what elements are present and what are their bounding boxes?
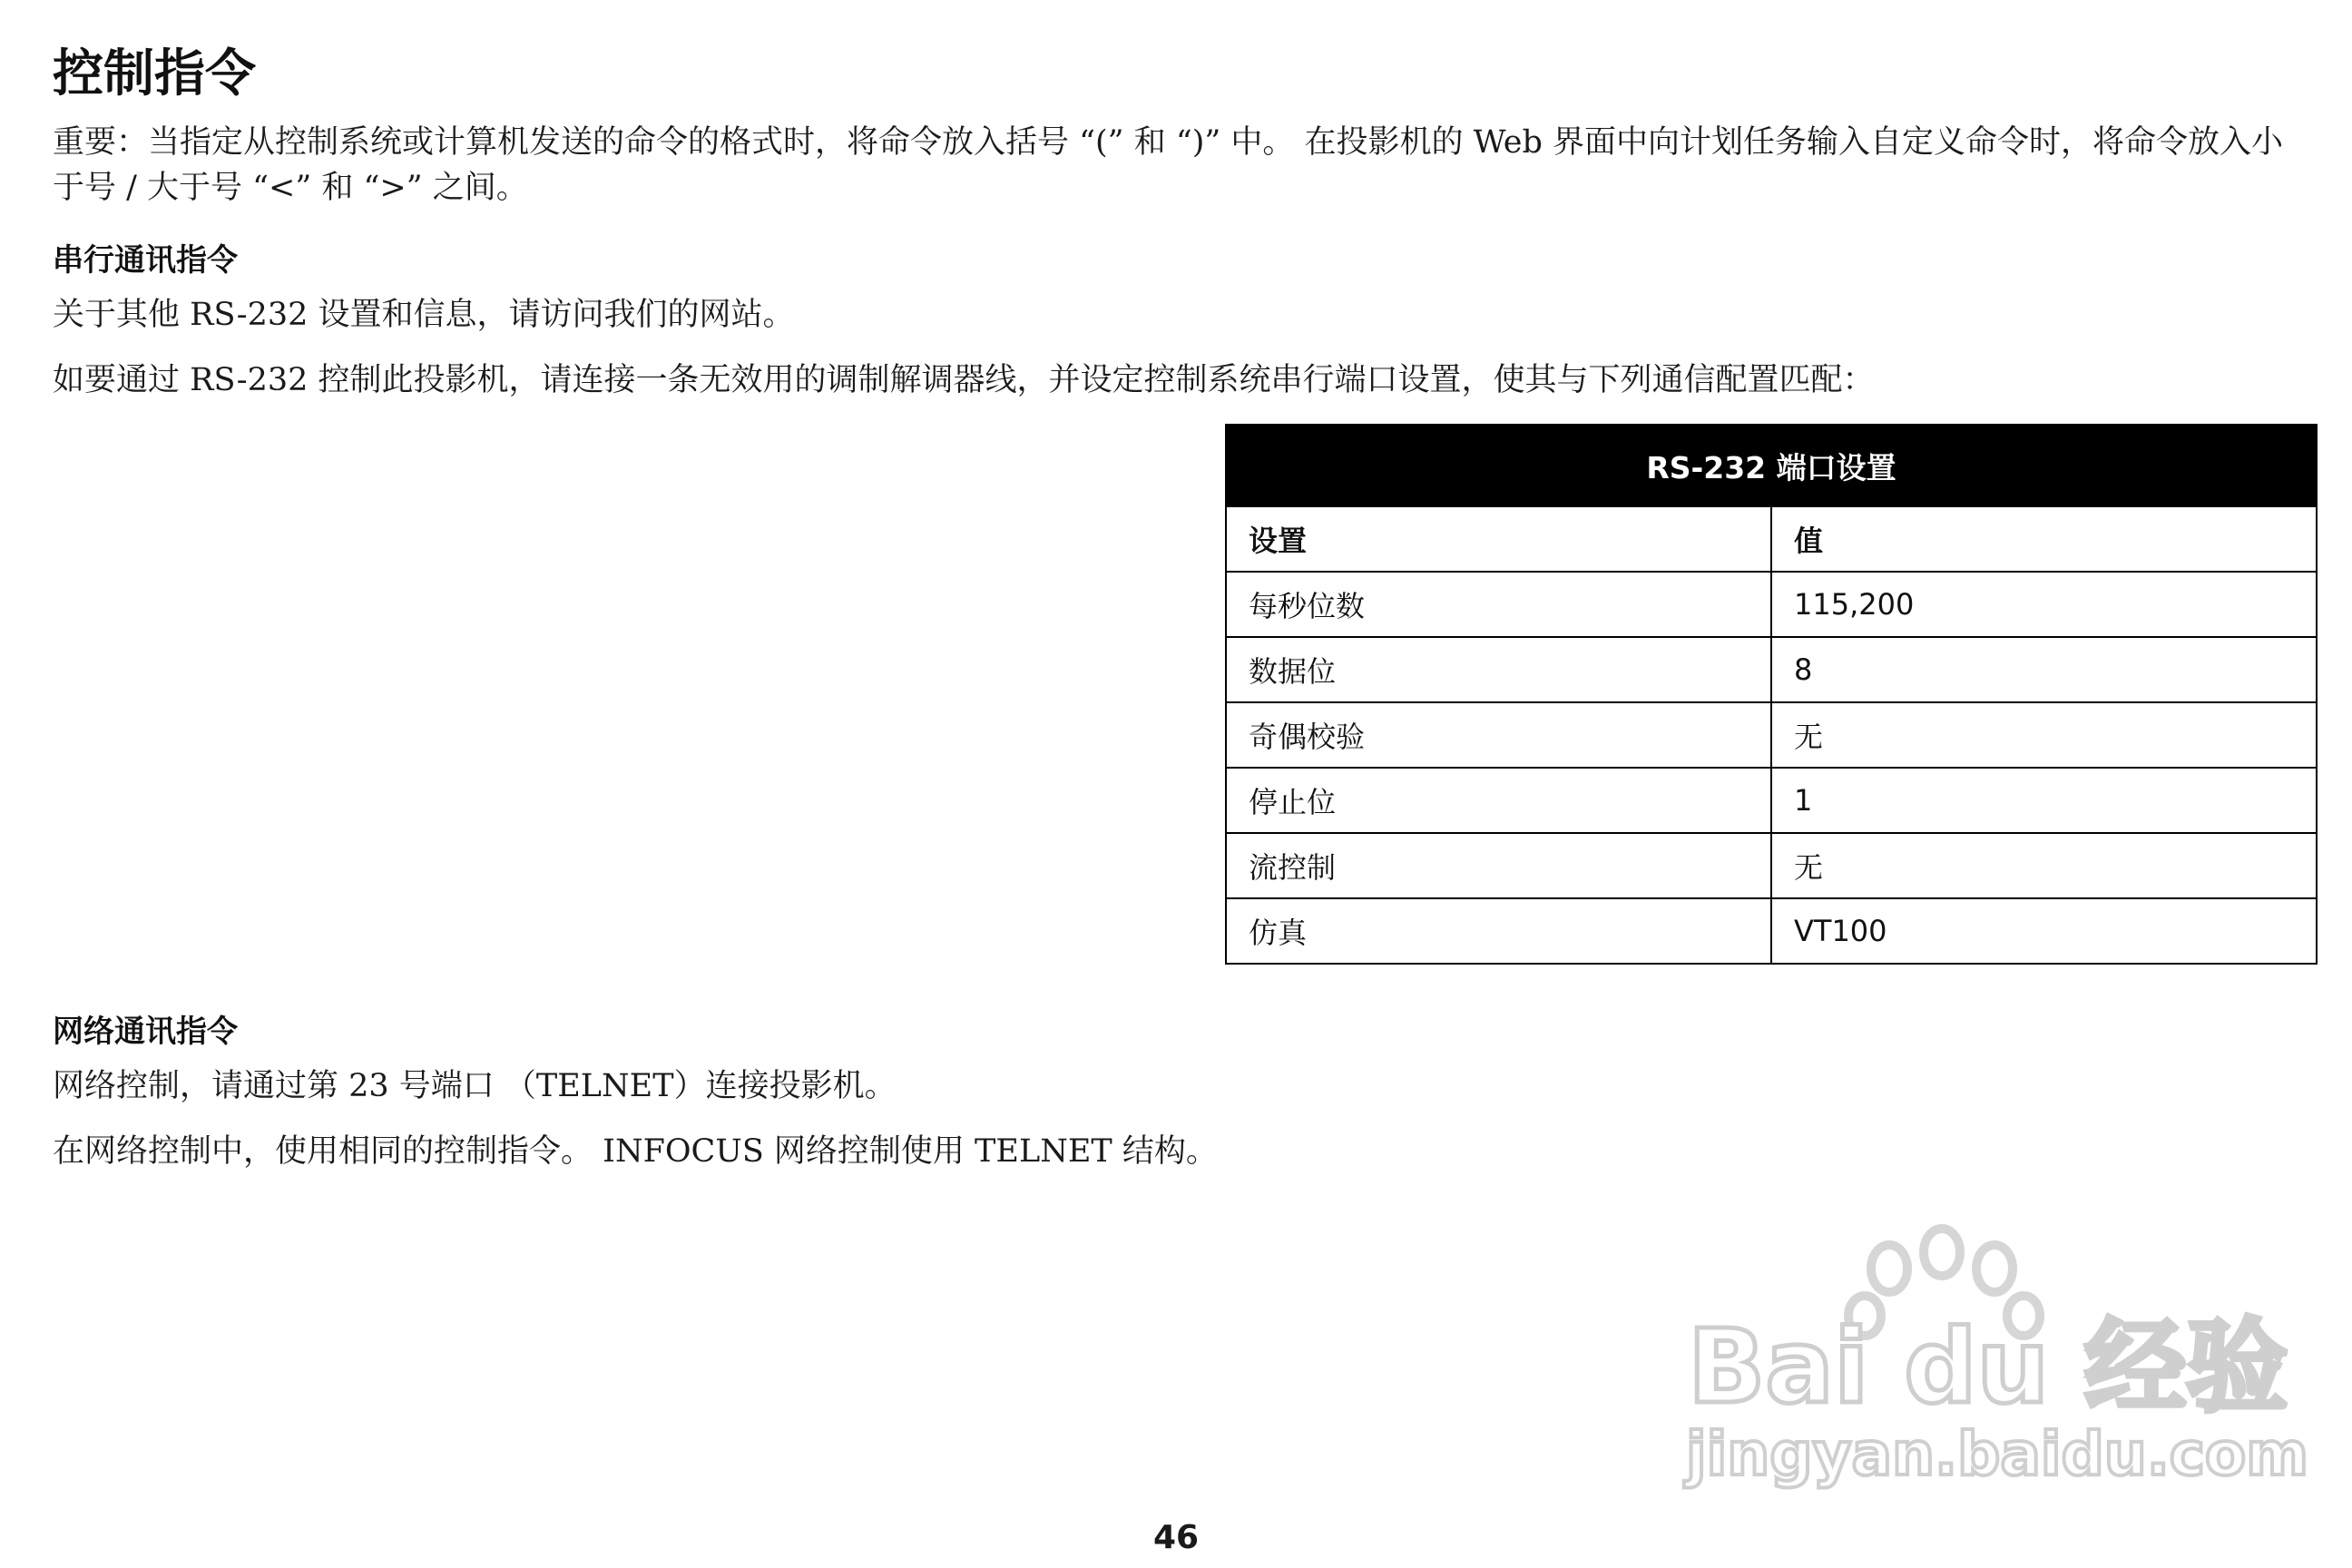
table-caption: RS-232 端口设置 — [1226, 425, 2317, 506]
watermark-logo-text: Bai du 经验 — [1688, 1308, 2288, 1426]
row-value: 无 — [1771, 702, 2317, 768]
watermark-url-text: jingyan.baidu.com — [1686, 1419, 2309, 1489]
row-value: 8 — [1771, 637, 2317, 702]
row-setting: 每秒位数 — [1226, 572, 1771, 637]
serial-info-paragraph: 关于其他 RS-232 设置和信息，请访问我们的网站。 — [53, 297, 795, 333]
baidu-jingyan-watermark — [1679, 1225, 2309, 1497]
table-header-row — [1226, 506, 2317, 572]
network-telnet-paragraph: 在网络控制中，使用相同的控制指令。 INFOCUS 网络控制使用 TELNET 结构。 — [53, 1133, 1218, 1170]
header-value: 值 — [1771, 506, 2317, 572]
row-value: VT100 — [1771, 898, 2317, 964]
table-row — [1226, 572, 2317, 637]
row-value: 115,200 — [1771, 572, 2317, 637]
table-row — [1226, 637, 2317, 702]
row-setting: 仿真 — [1226, 898, 1771, 964]
row-value: 1 — [1771, 768, 2317, 833]
header-setting: 设置 — [1226, 506, 1771, 572]
rs232-settings-table — [1225, 424, 2318, 965]
table-row — [1226, 702, 2317, 768]
row-setting: 数据位 — [1226, 637, 1771, 702]
row-setting: 奇偶校验 — [1226, 702, 1771, 768]
row-setting: 流控制 — [1226, 833, 1771, 898]
serial-config-paragraph: 如要通过 RS-232 控制此投影机，请连接一条无效用的调制解调器线，并设定控制系统串行端口设置，使其与下列通信配置匹配： — [53, 362, 1875, 398]
row-value: 无 — [1771, 833, 2317, 898]
intro-paragraph: 重要：当指定从控制系统或计算机发送的命令的格式时，将命令放入括号 “(” 和 “)” 中。 在投影机的 Web 界面中向计划任务输入自定义命令时，将命令放入小于号 / 大于号 “<” 和 “>” 之间。 — [53, 124, 2284, 206]
serial-commands-heading: 串行通讯指令 — [53, 242, 238, 279]
table-row — [1226, 833, 2317, 898]
table-row — [1226, 898, 2317, 964]
table-row — [1226, 768, 2317, 833]
network-port-paragraph: 网络控制，请通过第 23 号端口 （TELNET）连接投影机。 — [53, 1068, 897, 1104]
page-title: 控制指令 — [53, 44, 256, 103]
row-setting: 停止位 — [1226, 768, 1771, 833]
page-number: 46 — [1152, 1519, 1200, 1556]
network-commands-heading: 网络通讯指令 — [53, 1014, 238, 1050]
